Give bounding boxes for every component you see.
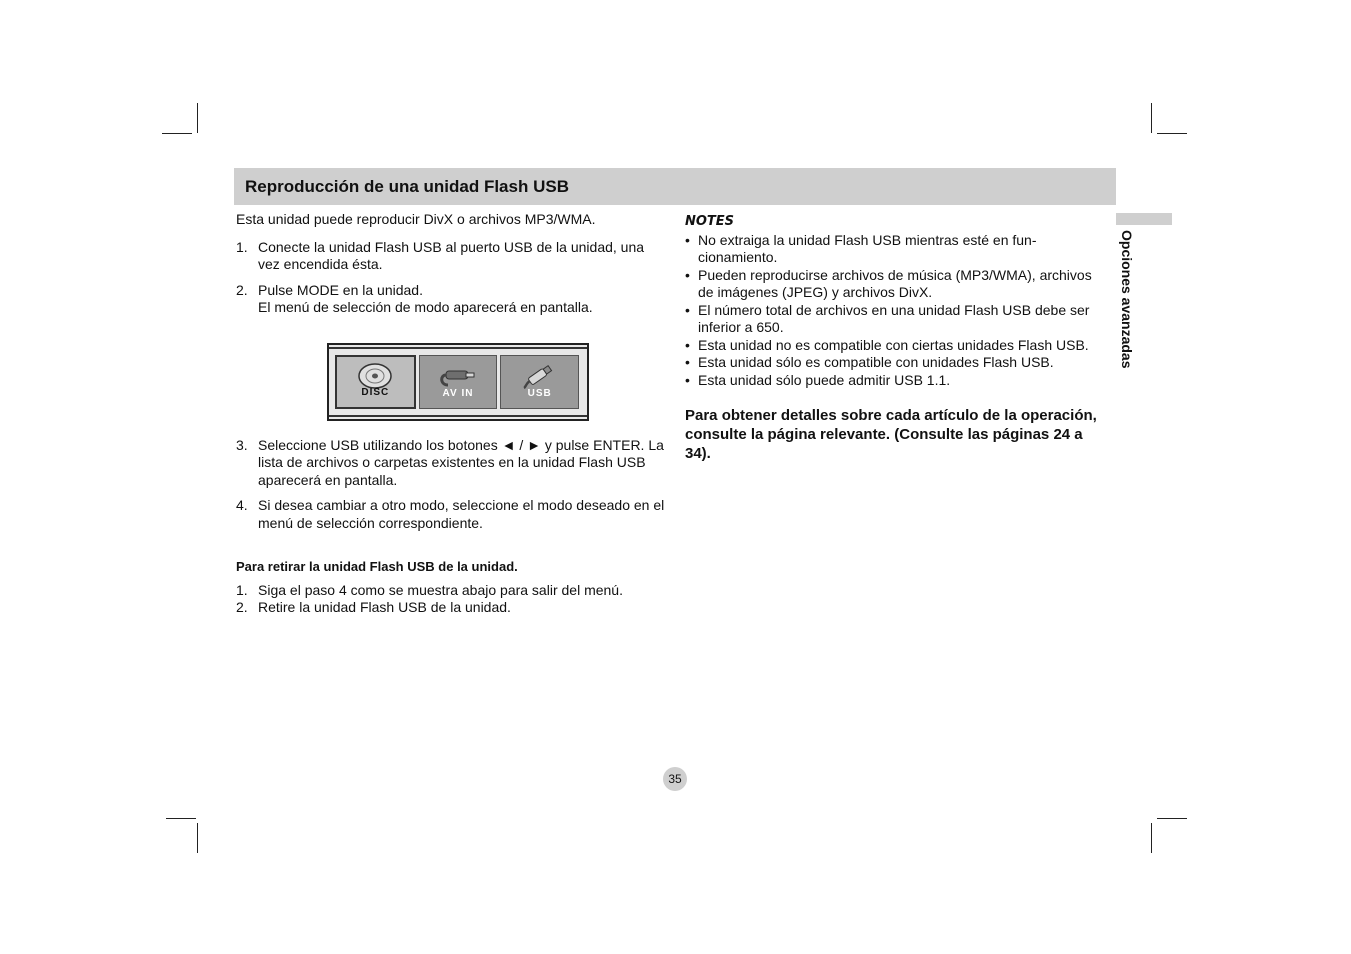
right-column (685, 213, 1110, 463)
step-number: 2. (236, 281, 248, 298)
notes-list (685, 232, 1110, 390)
crop-mark (166, 818, 196, 819)
bullet: • (685, 266, 690, 283)
side-tab-marker (1116, 213, 1172, 225)
menu-item-label: DISC (361, 387, 390, 398)
note-text: Pueden reproducirse archivos de música (MP3/WMA), archivos de imágenes (JPEG) y archivos DivX. (698, 266, 1092, 300)
crop-mark (162, 133, 192, 134)
notes-heading: NOTES (685, 214, 735, 229)
note-item (685, 372, 1110, 390)
crop-mark (1151, 823, 1152, 853)
remove-step-item (236, 599, 666, 617)
note-text: Esta unidad no es compatible con ciertas unidades Flash USB. (698, 336, 1089, 353)
step-text-group (258, 282, 666, 317)
crop-mark (197, 103, 198, 133)
bullet: • (685, 301, 690, 318)
left-column (236, 211, 666, 617)
reference-note: Para obtener detalles sobre cada artículo de la operación, consulte la página relevante. (Consulte las páginas 24 a 34). (685, 407, 1097, 462)
menu-item-disc[interactable] (335, 355, 416, 409)
crop-mark (1157, 133, 1187, 134)
step-text: Pulse MODE en la unidad. (258, 281, 423, 298)
step-number: 4. (236, 497, 248, 513)
note-item (685, 354, 1110, 372)
crop-mark (197, 823, 198, 853)
crop-mark (1157, 818, 1187, 819)
note-text: Esta unidad sólo es compatible con unidades Flash USB. (698, 354, 1054, 370)
bullet: • (685, 336, 690, 353)
step-text: Seleccione USB utilizando los botones ◄ / ► y pulse ENTER. La lista de archivos o carpetas existentes en la unidad Flash USB aparecerá en pantalla. (258, 436, 664, 488)
remove-step-item (236, 582, 666, 600)
step-number: 1. (236, 238, 248, 255)
step-item (236, 497, 666, 532)
note-item (685, 302, 1110, 337)
step-text: Retire la unidad Flash USB de la unidad. (258, 599, 511, 615)
page-number: 35 (663, 767, 687, 791)
note-item (685, 267, 1110, 302)
step-text: Siga el paso 4 como se muestra abajo para salir del menú. (258, 581, 623, 598)
step-item (236, 437, 666, 490)
note-text: Esta unidad sólo puede admitir USB 1.1. (698, 371, 951, 388)
menu-items (335, 355, 579, 409)
note-item (685, 232, 1110, 267)
crop-mark (1151, 103, 1152, 133)
bullet: • (685, 354, 690, 370)
step-item (236, 282, 666, 317)
section-title-bar (234, 168, 1116, 205)
note-text: El número total de archivos en una unidad Flash USB debe ser inferior a 650. (698, 301, 1090, 335)
step-number: 2. (236, 599, 248, 615)
menu-item-label: USB (527, 388, 552, 399)
page-title: Reproducción de una unidad Flash USB (245, 177, 569, 196)
note-item (685, 337, 1110, 355)
step-item (236, 239, 666, 274)
menu-border-line (329, 415, 587, 417)
menu-item-label: AV IN (442, 388, 474, 399)
step-number: 1. (236, 581, 248, 598)
bullet: • (685, 371, 690, 388)
menu-item-av-in[interactable] (419, 355, 498, 409)
step-text: Conecte la unidad Flash USB al puerto USB de la unidad, una vez encendida ésta. (258, 238, 645, 272)
note-text: No extraiga la unidad Flash USB mientras esté en fun-cionamiento. (698, 231, 1037, 265)
step-text: Si desea cambiar a otro modo, seleccione el modo deseado en el menú de selección correspondiente. (258, 497, 665, 531)
bullet: • (685, 231, 690, 248)
remove-heading: Para retirar la unidad Flash USB de la unidad. (236, 559, 518, 574)
step-number: 3. (236, 436, 248, 453)
intro-text: Esta unidad puede reproducir DivX o archivos MP3/WMA. (236, 211, 596, 227)
mode-selection-menu (327, 343, 589, 421)
menu-item-usb[interactable] (500, 355, 579, 409)
step-text-continued: El menú de selección de modo aparecerá en pantalla. (258, 299, 593, 315)
menu-border-line (329, 347, 587, 349)
side-section-label: Opciones avanzadas (1119, 230, 1135, 369)
